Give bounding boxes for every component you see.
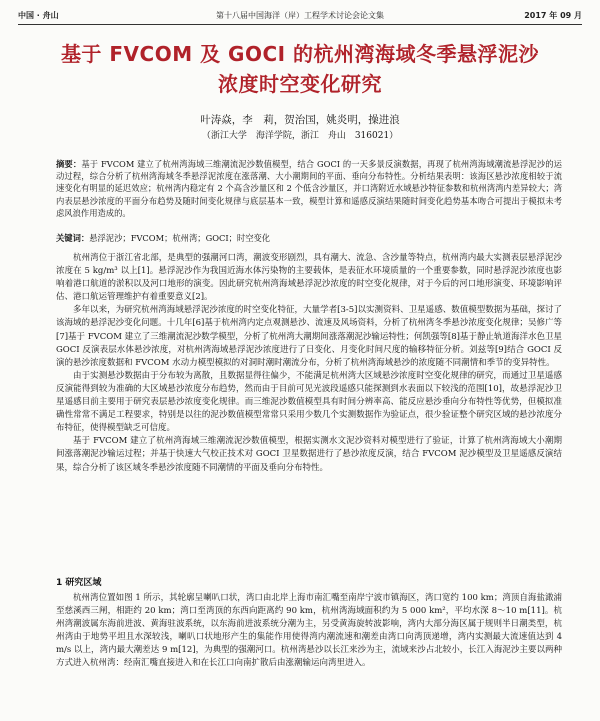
running-header <box>18 10 582 24</box>
paragraph: 基于 FVCOM 建立了杭州湾海域三维潮流泥沙数值模型，根据实测水文泥沙资料对模型进行了验证，计算了杭州湾海域大小潮期间涨落潮泥沙输运过程；并基于快速大气校正技术对 GOCI 卫星数据进行了悬沙浓度反演，结合 FVCOM 泥沙模型及卫星遥感反演结果，综合分析了该区域冬季悬沙浓度随不同潮情的平面及垂向分布特性。 <box>56 436 562 473</box>
paper-title-line1: 基于 FVCOM 及 GOCI 的杭州湾海域冬季悬浮泥沙 <box>60 42 540 66</box>
keywords-text: 悬浮泥沙；FVCOM；杭州湾；GOCI；时空变化 <box>89 233 271 243</box>
paragraph: 由于实测悬沙数据由于分布较为离散，且数据显得往偏少，不能满足杭州湾大区域悬沙浓度时空变化规律的研究，而通过卫星遥感反演能得到较为准确的大区域悬沙浓度分布趋势，然而由于目前可见光波段遥感只能探测到水表面以下较浅的范围[10]，故悬浮泥沙卫星遥感目前主要用于研究表层悬沙浓度变化规律。而三维泥沙数值模型具有时间分辨率高、能反应悬沙垂向分布特性等优势，但模拟准确性常常不满足工程要求，特别是以往的泥沙数值模型常常只采用少数几个实测数据作为验证点，很少验证整个研究区域的悬沙浓度分布特征，使得模型缺乏可信度。 <box>56 370 562 434</box>
header-date: 2017 年 09 月 <box>524 11 582 20</box>
affiliation: （浙江大学 海洋学院，浙江 舟山 316021） <box>201 131 399 141</box>
abstract <box>56 158 562 219</box>
header-rule <box>18 24 582 25</box>
introduction-body <box>56 252 562 475</box>
header-proceedings: 第十八届中国海洋（岸）工程学术讨论会论文集 <box>216 11 384 20</box>
authors: 叶涛焱，李 莉，贺治国，姚炎明，操进浪 <box>200 114 400 126</box>
paper-title-line2: 浓度时空变化研究 <box>218 72 382 96</box>
abstract-text: 基于 FVCOM 建立了杭州湾海域三维潮流泥沙数值模型，结合 GOCI 的一天多景反演数据，再现了杭州湾海域潮流悬浮泥沙的运动过程，综合分析了杭州湾海域冬季悬浮泥浓度在涨落潮、大小潮期间的平面、垂向分布特性。分析结果表明：该海区悬沙浓度相较于流速变化有明显的延迟效应；杭州湾内稳定有 2 个高含沙量区和 2 个低含沙量区，并口湾附近水域悬沙特征参数和杭州湾湾内差异较大；湾内表层悬沙浓度的平面分布趋势及随时间变化规律与底层基本一致，模型计算和遥感反演结果随时间变化趋势基本吻合可提出于模拟未考虑风浪作用造成的。 <box>56 159 562 218</box>
keywords-label: 关键词： <box>56 233 90 243</box>
section-heading: 1 研究区域 <box>56 578 102 588</box>
paragraph: 多年以来，为研究杭州湾海域悬浮泥沙浓度的时空变化特征，大量学者[3-5]以实测资料、卫星遥感、数值模型数据为基础，探讨了该海域的悬浮泥沙变化问题。十几年[6]基于杭州湾内定点观测悬沙、流速及风场资料，分析了杭州湾冬季悬沙浓度变化规律；吴修广等[7]基于 FVCOM 建立了三维潮流泥沙数学模型，分析了杭州湾大潮期间涨落潮泥沙输运特性；何凯强等[8]基于静止轨道海洋水色卫星 GOCI 反演表层水体悬沙浓度，对杭州湾海域悬浮泥沙浓度进行了日变化、月变化时间尺度的输移特征分析。刘兹等[9]结合 GOCI 反演的悬沙浓度数据和 FVCOM 水动力模型模拟的对洞时潮时潮流分布，分析了杭州湾海域悬沙的浓度随不同潮情和季节的变异特性。 <box>56 305 562 368</box>
paragraph: 杭州湾位于浙江省北部，是典型的强潮河口湾，潮波变形剧烈，具有潮大、流急、含沙量等特点，杭州湾内最大实测表层悬浮泥沙浓度在 5 kg/m³ 以上[1]。悬浮泥沙作为我国近海水体污染物的主要载体，是表征水环境质量的一个重要参数，同时悬浮泥沙浓度也影响着港口航道的淤积以及河口地形的演变。因此研究杭州湾海域悬浮泥沙浓度的时空变化规律，对于今后的河口地形演变、环境影响评估、港口航运管理维护有着重要意义[2]。 <box>56 253 562 303</box>
header-location: 中国 · 舟山 <box>18 11 59 20</box>
paragraph: 杭州湾位置如图 1 所示，其轮廓呈喇叭口状，湾口由北岸上海市南汇嘴至南岸宁波市镇海区，湾口宽约 100 km；湾顶自海盐澉浦至慈溪西三闸，相距约 20 km；湾口至湾顶的东西向距离约 90 km，杭州湾海域面积约为 5 000 km²，平均水深 8～10 m[11]。杭州湾潮波属东海前进波、黄海驻波系统，以东海前进波系统分潮为主，另受黄海旋转波影响，湾内大部分海区属于规则半日潮类型，杭州湾由于地势平坦且水深较浅，喇叭口状地形产生的集能作用使得湾内潮流速和潮差由湾口向湾顶递增，湾内实测最大流速值达到 4 m/s 以上，湾内最大潮差达 9 m[12]，为典型的强潮河口。杭州湾悬沙以长江来沙为主，流域来沙占北较小，长江入海泥沙主要以两种方式进入杭州湾：经南汇嘴直接进入和在长江口向南扩散后由涨潮输运向湾里进入。 <box>56 593 562 669</box>
abstract-label: 摘要： <box>56 159 82 169</box>
keywords <box>56 232 562 244</box>
section1-body <box>56 592 562 671</box>
